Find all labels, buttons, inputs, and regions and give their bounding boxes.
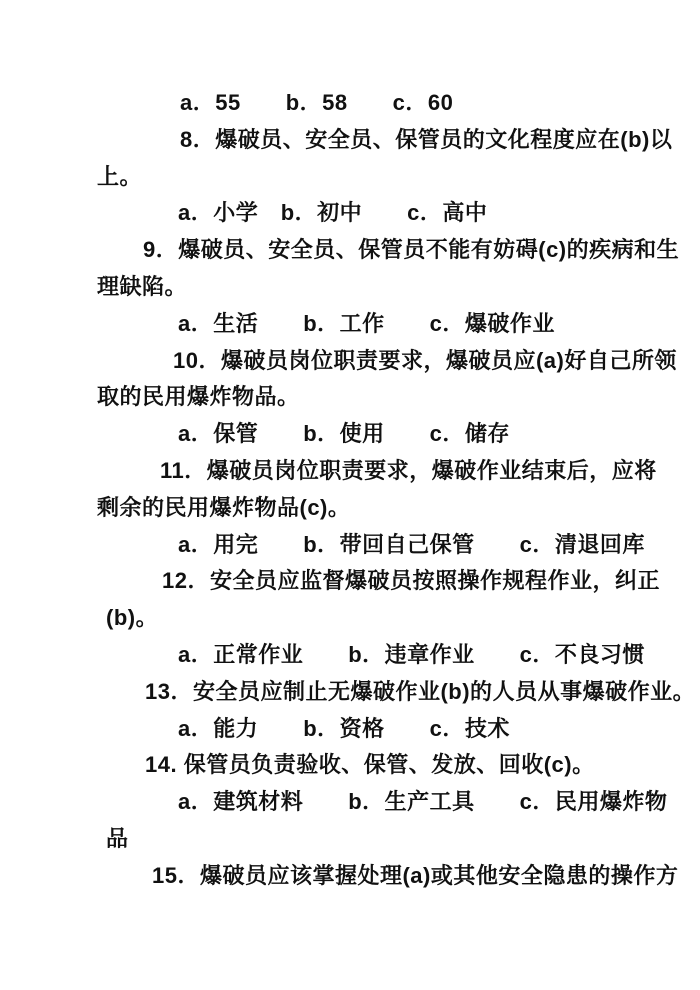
answer-options-row: a．能力 b．资格 c．技术 — [178, 715, 510, 741]
answer-options-row: a．保管 b．使用 c．储存 — [178, 421, 510, 447]
question-line: 14. 保管员负责验收、保管、发放、回收(c)。 — [145, 752, 595, 778]
question-continuation-line: 取的民用爆炸物品。 — [97, 384, 300, 410]
question-line: 15．爆破员应该掌握处理(a)或其他安全隐患的操作方 — [152, 862, 679, 888]
answer-options-row: a．用完 b．带回自己保管 c．清退回库 — [178, 531, 645, 557]
question-continuation-line: 上。 — [97, 163, 143, 189]
question-line: 11．爆破员岗位职责要求，爆破作业结束后，应将 — [160, 457, 657, 483]
answer-options-row: a．正常作业 b．违章作业 c．不良习惯 — [178, 641, 645, 667]
question-line: 8．爆破员、安全员、保管员的文化程度应在(b)以 — [180, 126, 673, 152]
question-line: 12．安全员应监督爆破员按照操作规程作业，纠正 — [162, 568, 660, 594]
question-line: 13．安全员应制止无爆破作业(b)的人员从事爆破作业。 — [145, 678, 696, 704]
question-continuation-line: (b)。 — [106, 605, 159, 631]
question-line: 10．爆破员岗位职责要求，爆破员应(a)好自己所领 — [173, 347, 677, 373]
answer-options-row: a．小学 b．初中 c．高中 — [178, 200, 488, 226]
question-continuation-line: 剩余的民用爆炸物品(c)。 — [97, 494, 351, 520]
answer-options-row: a．建筑材料 b．生产工具 c．民用爆炸物 — [178, 789, 668, 815]
answer-options-row: a．生活 b．工作 c．爆破作业 — [178, 310, 555, 336]
answer-options-row: a．55 b．58 c．60 — [180, 90, 454, 115]
question-continuation-line: 品 — [106, 825, 129, 851]
question-continuation-line: 理缺陷。 — [97, 273, 188, 299]
question-line: 9．爆破员、安全员、保管员不能有妨碍(c)的疾病和生 — [143, 237, 680, 263]
